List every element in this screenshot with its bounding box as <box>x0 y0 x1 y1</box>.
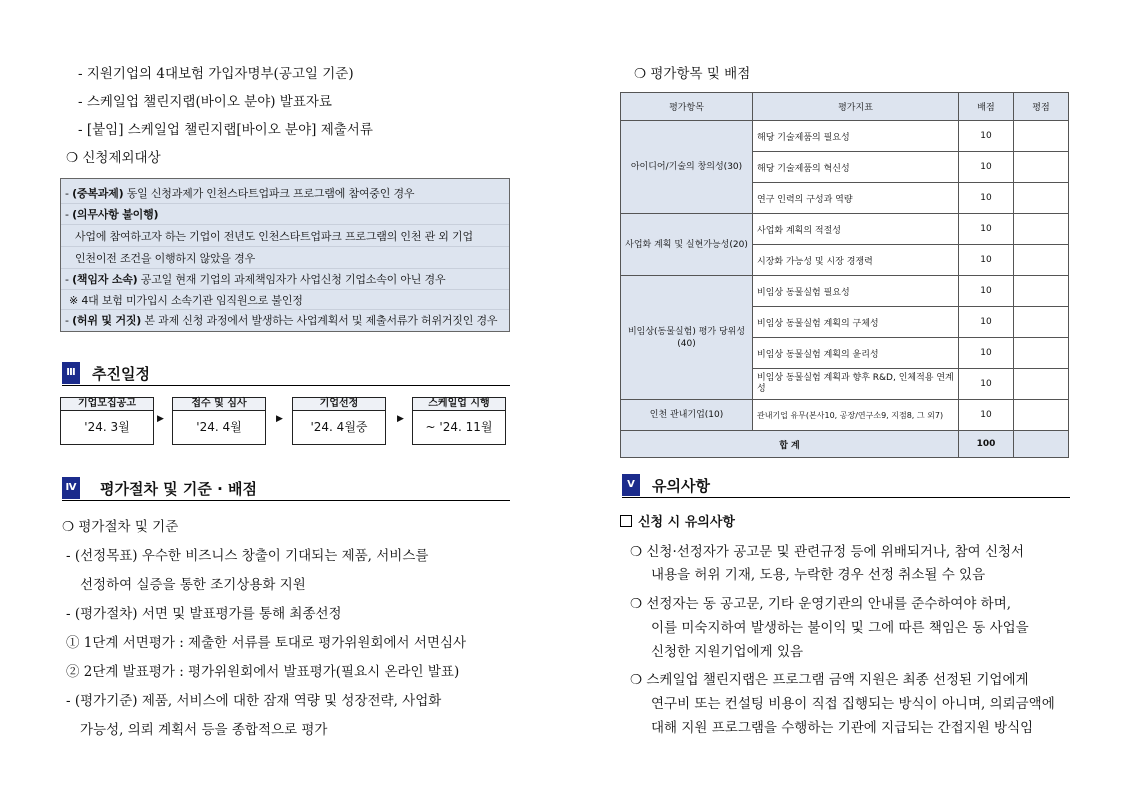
score-cell: 10 <box>959 121 1014 152</box>
section-3-title: 추진일정 <box>92 365 150 383</box>
header-rating: 평점 <box>1014 93 1069 121</box>
arrow-icon: ▶ <box>276 414 283 424</box>
schedule-step-value: '24. 3월 <box>84 420 130 434</box>
procedure-line: - (선정목표) 우수한 비즈니스 창출이 기대되는 제품, 서비스를 <box>66 548 429 564</box>
doc-item-1: - 지원기업의 4대보험 가입자명부(공고일 기준) <box>78 66 354 82</box>
table-row <box>621 276 1069 307</box>
arrow-icon: ▶ <box>157 414 164 424</box>
exclusion-line-obligation-detail-2: 인천이전 조건을 이행하지 않았을 경우 <box>75 252 256 265</box>
score-cell: 10 <box>959 245 1014 276</box>
schedule-step-2 <box>172 397 266 445</box>
table-heading: ❍ 평가항목 및 배점 <box>634 66 751 82</box>
category-cell: 인천 관내기업(10) <box>621 400 753 431</box>
exclusion-line-insurance-note: ※ 4대 보험 미가입시 소속기관 임직원으로 불인정 <box>69 294 303 307</box>
score-cell: 10 <box>959 152 1014 183</box>
schedule-step-1 <box>60 397 154 445</box>
exclusion-line-affiliation: - (책임자 소속) 공고일 현재 기업의 과제책임자가 사업신청 기업소속이 아닌 경우 <box>65 273 446 286</box>
rating-cell <box>1014 369 1069 400</box>
notice-line: 신청한 지원기업에게 있음 <box>651 644 804 660</box>
score-cell: 10 <box>959 369 1014 400</box>
notice-line: 내용을 허위 기재, 도용, 누락한 경우 선정 취소될 수 있음 <box>651 567 986 583</box>
checkbox-square-icon <box>620 515 632 527</box>
procedure-line: ② 2단계 발표평가 : 평가위원회에서 발표평가(필요시 온라인 발표) <box>66 664 460 680</box>
score-cell: 10 <box>959 183 1014 214</box>
header-category: 평가항목 <box>621 93 753 121</box>
exclusion-line-obligation: - (의무사항 불이행) <box>65 208 159 221</box>
notice-line: 연구비 또는 컨설팅 비용이 직접 집행되는 방식이 아니며, 의뢰금액에 <box>651 696 1055 712</box>
table-total-row <box>621 431 1069 458</box>
score-cell: 10 <box>959 307 1014 338</box>
rating-cell <box>1014 338 1069 369</box>
schedule-step-label: 기업모집공고 <box>61 398 153 411</box>
total-rating <box>1014 431 1069 458</box>
section-4-heading <box>62 477 510 501</box>
notice-line: ❍ 스케일업 챌린지랩은 프로그램 금액 지원은 최종 선정된 기업에게 <box>630 672 1029 688</box>
indicator-cell: 비임상 동물실험 계획의 윤리성 <box>753 338 959 369</box>
section-3-heading <box>62 362 510 386</box>
schedule-step-label: 접수 및 심사 <box>173 398 265 411</box>
schedule-step-3 <box>292 397 386 445</box>
section-3-number: Ⅲ <box>62 362 80 384</box>
table-row <box>621 400 1069 431</box>
section-4-number: Ⅳ <box>62 477 80 499</box>
schedule-step-value: ~ '24. 11월 <box>425 420 493 434</box>
indicator-cell: 해당 기술제품의 혁신성 <box>753 152 959 183</box>
category-cell: 사업화 계획 및 실현가능성(20) <box>621 214 753 276</box>
rating-cell <box>1014 121 1069 152</box>
category-cell: 아이디어/기술의 창의성(30) <box>621 121 753 214</box>
rating-cell <box>1014 183 1069 214</box>
table-row <box>621 121 1069 152</box>
header-score: 배점 <box>959 93 1014 121</box>
procedure-line: 가능성, 의뢰 계획서 등을 종합적으로 평가 <box>80 722 328 738</box>
header-indicator: 평가지표 <box>753 93 959 121</box>
total-score: 100 <box>959 431 1014 458</box>
section-5-heading <box>622 474 1070 498</box>
score-cell: 10 <box>959 400 1014 431</box>
schedule-step-value: '24. 4월 <box>196 420 242 434</box>
indicator-cell: 비임상 동물실험 계획과 향후 R&D, 인체적용 연계성 <box>753 369 959 400</box>
evaluation-table <box>620 92 1069 458</box>
table-header-row <box>621 93 1069 121</box>
indicator-cell: 해당 기술제품의 필요성 <box>753 121 959 152</box>
schedule-step-value: '24. 4월중 <box>310 420 368 434</box>
indicator-cell: 비임상 동물실험 필요성 <box>753 276 959 307</box>
indicator-cell: 관내기업 유무(본사10, 공장/연구소9, 지점8, 그 외7) <box>753 400 959 431</box>
total-label: 합 계 <box>621 431 959 458</box>
procedure-line: - (평가기준) 제품, 서비스에 대한 잠재 역량 및 성장전략, 사업화 <box>66 693 442 709</box>
notice-line: 이를 미숙지하여 발생하는 불이익 및 그에 따른 책임은 동 사업을 <box>651 620 1029 636</box>
indicator-cell: 시장화 가능성 및 시장 경쟁력 <box>753 245 959 276</box>
exclusion-line-false: - (허위 및 거짓) 본 과제 신청 과정에서 발생하는 사업계획서 및 제출서류가 허위거짓인 경우 <box>65 314 498 327</box>
notice-heading: 신청 시 유의사항 <box>620 511 735 530</box>
procedure-heading: ❍ 평가절차 및 기준 <box>62 519 179 535</box>
exclusion-line-duplicate: - (중복과제) 동일 신청과제가 인천스타트업파크 프로그램에 참여중인 경우 <box>65 187 415 200</box>
score-cell: 10 <box>959 214 1014 245</box>
doc-item-2: - 스케일업 챌린지랩(바이오 분야) 발표자료 <box>78 94 332 110</box>
table-row <box>621 214 1069 245</box>
exclusion-heading: ❍ 신청제외대상 <box>66 150 161 166</box>
procedure-line: ① 1단계 서면평가 : 제출한 서류를 토대로 평가위원회에서 서면심사 <box>66 635 467 651</box>
section-5-number: Ⅴ <box>622 474 640 496</box>
rating-cell <box>1014 214 1069 245</box>
exclusion-box <box>60 178 510 332</box>
schedule-step-label: 기업선정 <box>293 398 385 411</box>
procedure-line: 선정하여 실증을 통한 조기상용화 지원 <box>80 577 306 593</box>
notice-line: 대해 지원 프로그램을 수행하는 기관에 지급되는 간접지원 방식임 <box>651 720 1034 736</box>
section-4-title: 평가절차 및 기준 · 배점 <box>100 480 257 498</box>
category-cell: 비임상(동물실험) 평가 당위성(40) <box>621 276 753 400</box>
doc-item-3: - [붙임] 스케일업 챌린지랩[바이오 분야] 제출서류 <box>78 122 373 138</box>
schedule-step-4 <box>412 397 506 445</box>
score-cell: 10 <box>959 276 1014 307</box>
rating-cell <box>1014 245 1069 276</box>
rating-cell <box>1014 276 1069 307</box>
procedure-line: - (평가절차) 서면 및 발표평가를 통해 최종선정 <box>66 606 342 622</box>
score-cell: 10 <box>959 338 1014 369</box>
schedule-step-label: 스케일업 시행 <box>413 398 505 411</box>
exclusion-line-obligation-detail-1: 사업에 참여하고자 하는 기업이 전년도 인천스타트업파크 프로그램의 인천 관 외 기업 <box>75 230 473 243</box>
section-5-title: 유의사항 <box>652 477 710 495</box>
indicator-cell: 비임상 동물실험 계획의 구체성 <box>753 307 959 338</box>
notice-line: ❍ 선정자는 동 공고문, 기타 운영기관의 안내를 준수하여야 하며, <box>630 596 1012 612</box>
notice-line: ❍ 신청·선정자가 공고문 및 관련규정 등에 위배되거나, 참여 신청서 <box>630 544 1025 560</box>
indicator-cell: 연구 인력의 구성과 역량 <box>753 183 959 214</box>
rating-cell <box>1014 400 1069 431</box>
arrow-icon: ▶ <box>397 414 404 424</box>
indicator-cell: 사업화 계획의 적절성 <box>753 214 959 245</box>
rating-cell <box>1014 152 1069 183</box>
rating-cell <box>1014 307 1069 338</box>
